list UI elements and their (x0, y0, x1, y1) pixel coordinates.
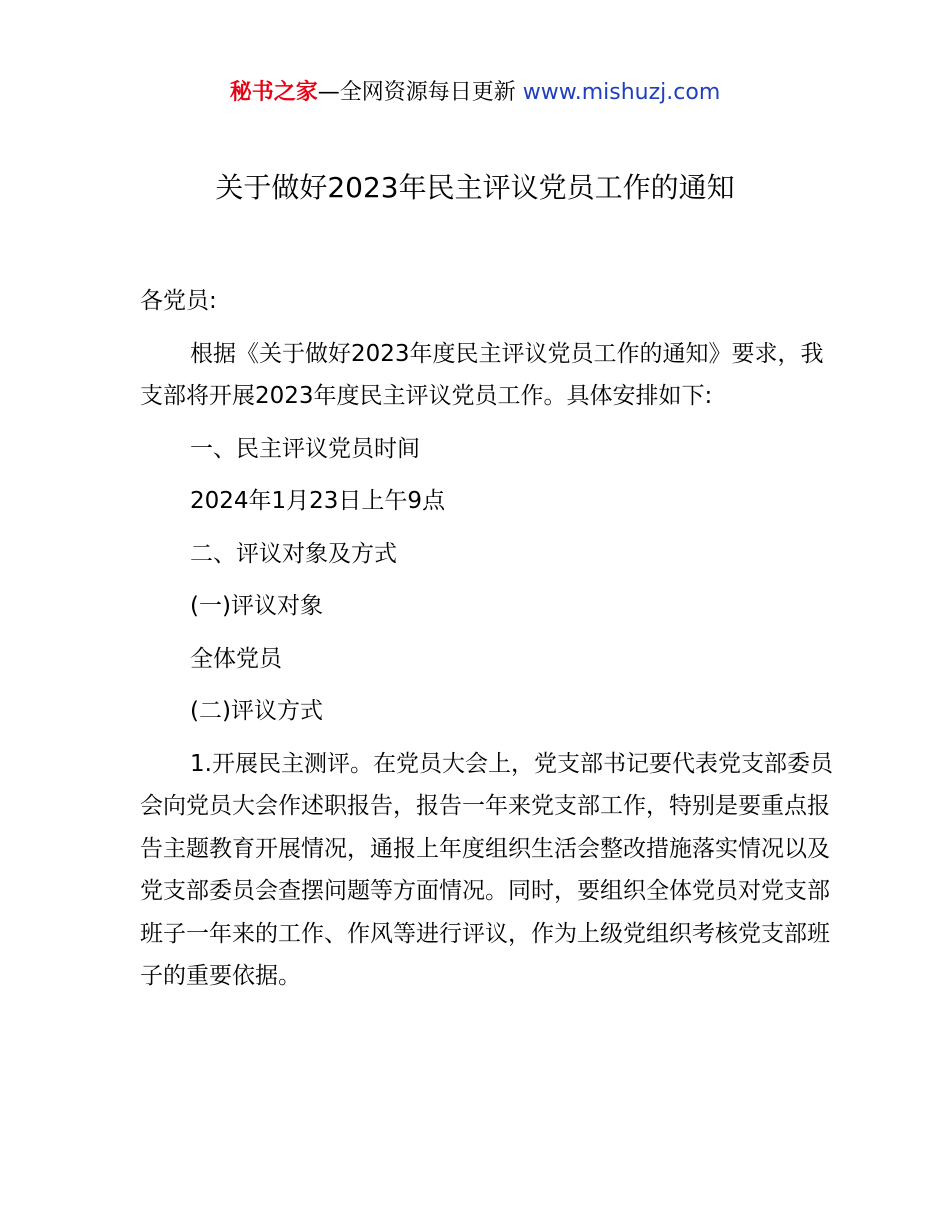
section-heading-method: 二、评议对象及方式 (190, 540, 397, 567)
site-url-link[interactable]: www.mishuzj.com (522, 80, 721, 105)
meeting-datetime: 2024年1月23日上午9点 (190, 488, 446, 514)
salutation: 各党员: (140, 288, 217, 314)
target-value: 全体党员 (190, 645, 282, 672)
document-body (140, 280, 840, 1008)
subheading-target: (一)评议对象 (190, 593, 323, 619)
document-title: 关于做好2023年民主评议党员工作的通知 (215, 171, 735, 204)
subheading-method: (二)评议方式 (190, 698, 323, 724)
paragraph-intro: 根据《关于做好2023年度民主评议党员工作的通知》要求，我支部将开展2023年度民主评议党员工作。具体安排如下: (140, 340, 824, 409)
brand-name: 秘书之家 (229, 80, 318, 105)
paragraph-method-detail: 1.开展民主测评。在党员大会上，党支部书记要代表党支部委员会向党员大会作述职报告，报告一年来党支部工作，特别是要重点报告主题教育开展情况，通报上年度组织生活会整改措施落实情况以及党支部委员会查摆问题等方面情况。同时，要组织全体党员对党支部班子一年来的工作、作风等进行评议，作为上级党组织考核党支部班子的重要依据。 (140, 750, 833, 989)
site-header (0, 77, 950, 109)
site-tagline: —全网资源每日更新 (317, 80, 523, 105)
section-heading-time: 一、民主评议党员时间 (190, 435, 420, 462)
